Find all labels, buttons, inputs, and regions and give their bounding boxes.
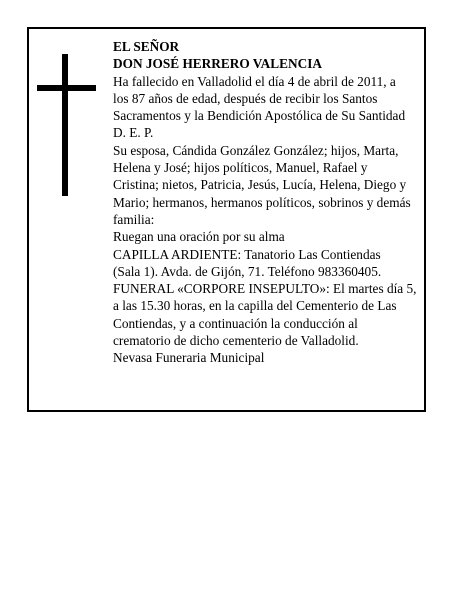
- body-line: Helena y José; hijos políticos, Manuel, Rafael y: [113, 160, 368, 176]
- body-line: Sacramentos y la Bendición Apostólica de Su Santidad: [113, 108, 406, 124]
- body-line: Ha fallecido en Valladolid el día 4 de abril de 2011, a: [113, 73, 396, 89]
- body-line: Su esposa, Cándida González González; hijos, Marta,: [113, 142, 399, 158]
- body-line: Cristina; nietos, Patricia, Jesús, Lucía, Helena, Diego y: [113, 177, 407, 193]
- body-line: los 87 años de edad, después de recibir los Santos: [113, 90, 378, 106]
- body-line: Ruegan una oración por su alma: [113, 229, 285, 245]
- body-line: D. E. P.: [113, 125, 154, 141]
- body-line: Mario; hermanos, hermanos políticos, sobrinos y demás: [113, 194, 411, 210]
- body-line: Nevasa Funeraria Municipal: [113, 350, 265, 366]
- obituary-heading-title: EL SEÑOR: [113, 39, 180, 54]
- body-line: (Sala 1). Avda. de Gijón, 71. Teléfono 983360405.: [113, 263, 382, 279]
- cross-vertical-bar: [62, 54, 68, 196]
- body-line: a las 15.30 horas, en la capilla del Cementerio de Las: [113, 298, 397, 314]
- body-line: crematorio de dicho cementerio de Valladolid.: [113, 333, 359, 349]
- body-line: familia:: [113, 211, 155, 227]
- body-line: CAPILLA ARDIENTE: Tanatorio Las Contiendas: [113, 246, 381, 262]
- body-line: FUNERAL «CORPORE INSEPULTO»: El martes día 5,: [113, 281, 417, 297]
- cross-horizontal-bar: [37, 85, 96, 91]
- obituary-heading-name: DON JOSÉ HERRERO VALENCIA: [113, 56, 322, 72]
- body-line: Contiendas, y a continuación la conducción al: [113, 315, 358, 331]
- obituary-text: [113, 38, 425, 367]
